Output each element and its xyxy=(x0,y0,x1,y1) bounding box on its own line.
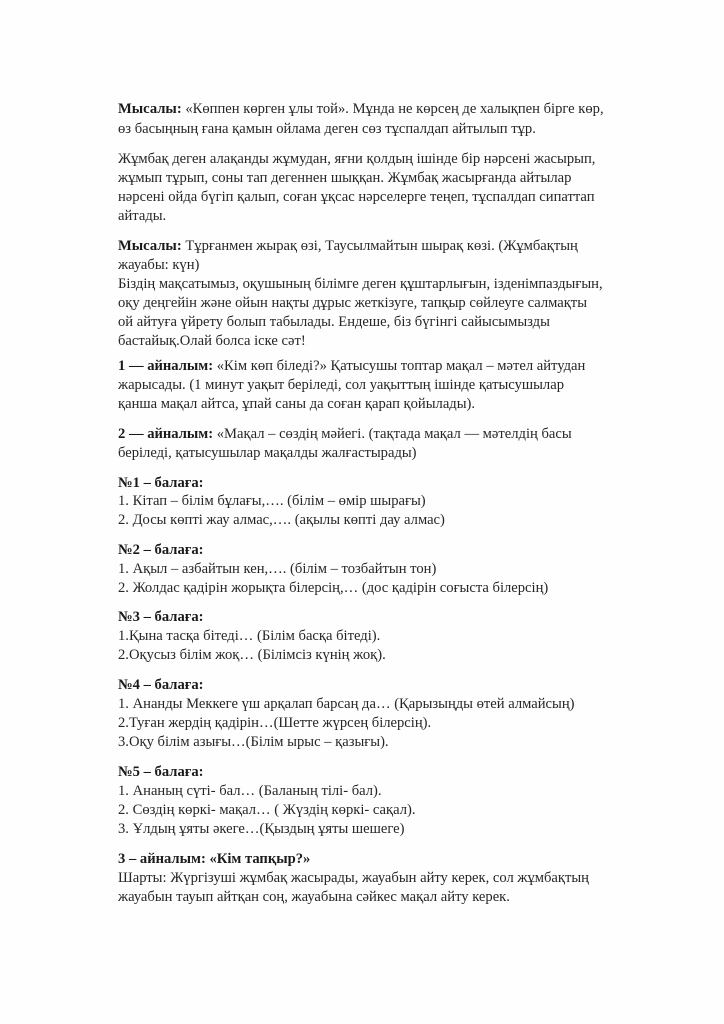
riddle-definition-line-3: нәрсені ойда бүгіп қалып, соған ұқсас нәрселерге теңеп, тұспалдап сипаттап xyxy=(118,189,595,205)
group-4-title: №4 – балаға: xyxy=(118,677,204,693)
group-4-item-1: 1. Ананды Меккеге үш арқалап барсаң да… (Қарызыңды өтей алмайсың) xyxy=(118,696,575,712)
round-3-title: 3 – айналым: «Кім тапқыр?» xyxy=(118,851,311,867)
group-4-item-3: 3.Оқу білім азығы…(Білім ырыс – қазығы). xyxy=(118,734,389,750)
group-5-item-3: 3. Ұлдың ұяты әкеге…(Қыздың ұяты шешеге) xyxy=(118,821,405,837)
group-2-item-1: 1. Ақыл – азбайтын кен,…. (білім – тозбайтын тон) xyxy=(118,561,437,577)
goal-line-2: оқу деңгейін және ойын нақты дұрыс жеткізуге, тапқыр сөйлеуге салмақты xyxy=(118,295,587,311)
round-1-line-1 xyxy=(118,357,585,375)
text: «Кім көп біледі?» Қатысушы топтар мақал – мәтел айтудан xyxy=(213,358,586,374)
example-1-line-2: өз басыңның ғана қамын ойлама деген сөз тұспалдап айтылып тұр. xyxy=(118,121,536,137)
text: «Мақал – сөздің мәйегі. (тақтада мақал — мәтелдің басы xyxy=(213,426,572,442)
group-1-item-2: 2. Досы көпті жау алмас,…. (ақылы көпті дау алмас) xyxy=(118,512,445,528)
round-3-line-1: Шарты: Жүргізуші жұмбақ жасырады, жауабын айту керек, сол жұмбақтың xyxy=(118,870,589,886)
group-5-item-2: 2. Сөздің көркі- мақал… ( Жүздің көркі- сақал). xyxy=(118,802,416,818)
round-3-line-2: жауабын тауып айтқан соң, жауабына сәйкес мақал айту керек. xyxy=(118,889,510,905)
example-label: Мысалы: xyxy=(118,238,182,254)
text: Тұрғанмен жырақ өзі, Таусылмайтын шырақ көзі. (Жұмбақтың xyxy=(181,238,578,254)
example-2-line-2: жауабы: күн) xyxy=(118,257,200,273)
goal-line-1: Біздің мақсатымыз, оқушының білімге деген құштарлығын, ізденімпаздығын, xyxy=(118,276,603,292)
group-4-item-2: 2.Туған жердің қадірін…(Шетте жүрсең білерсің). xyxy=(118,715,432,731)
group-3-title: №3 – балаға: xyxy=(118,609,204,625)
example-1-line-1 xyxy=(118,100,604,118)
riddle-definition-line-4: айтады. xyxy=(118,208,167,224)
group-2-title: №2 – балаға: xyxy=(118,542,204,558)
round-2-line-1 xyxy=(118,425,572,443)
round-1-label: 1 — айналым: xyxy=(118,358,214,374)
round-1-line-3: қанша мақал айтса, ұпай саны да соған қарап қойылады). xyxy=(118,396,476,412)
group-5-item-1: 1. Ананың сүті- бал… (Баланың тілі- бал). xyxy=(118,783,382,799)
group-3-item-1: 1.Қына тасқа бітеді… (Білім басқа бітеді). xyxy=(118,628,381,644)
group-1-title: №1 – балаға: xyxy=(118,475,204,491)
round-2-label: 2 — айналым: xyxy=(118,426,214,442)
riddle-definition-line-2: жұмып тұрып, соны тап дегеннен шыққан. Жұмбақ жасырғанда айтылар xyxy=(118,170,572,186)
group-2-item-2: 2. Жолдас қадірін жорықта білерсің,… (дос қадірін соғыста білерсің) xyxy=(118,580,549,596)
example-2-line-1 xyxy=(118,237,578,255)
round-1-line-2: жарысады. (1 минут уақыт беріледі, сол уақыттың ішінде қатысушылар xyxy=(118,377,564,393)
round-2-line-2: беріледі, қатысушылар мақалды жалғастырады) xyxy=(118,445,417,461)
riddle-definition-line-1: Жұмбақ деген алақанды жұмудан, яғни қолдың ішінде бір нәрсені жасырып, xyxy=(118,151,596,167)
group-1-item-1: 1. Кітап – білім бұлағы,…. (білім – өмір шырағы) xyxy=(118,493,426,509)
goal-line-4: бастайық.Олай болса іске сәт! xyxy=(118,333,306,349)
goal-line-3: ой айтуға үйрету болып табылады. Ендеше, біз бүгінгі сайысымызды xyxy=(118,314,550,330)
example-label: Мысалы: xyxy=(118,101,182,117)
group-3-item-2: 2.Оқусыз білім жоқ… (Білімсіз күнің жоқ). xyxy=(118,647,386,663)
group-5-title: №5 – балаға: xyxy=(118,764,204,780)
text: «Көппен көрген ұлы той». Мұнда не көрсең де халықпен бірге көр, xyxy=(181,101,604,117)
